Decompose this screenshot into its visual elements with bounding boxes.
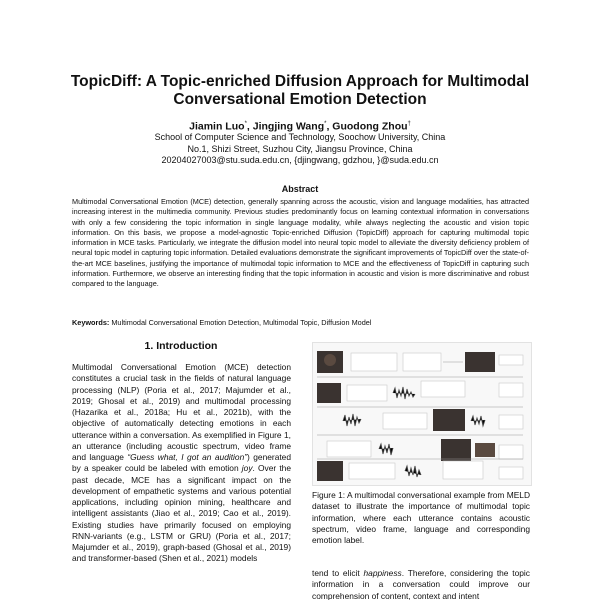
right-part-1: tend to elicit — [312, 568, 364, 578]
affiliation-line-1: School of Computer Science and Technology, Soochow University, China — [154, 132, 446, 142]
title-line-1: TopicDiff: A Topic-enriched Diffusion Approach for Multimodal — [70, 73, 530, 90]
title-line-2: Conversational Emotion Detection — [173, 91, 427, 108]
abstract-text: Multimodal Conversational Emotion (MCE) detection, generally spanning across the acoustic, vision and language modalities, has attracted increasing interest in the multimedia community. Previous studies predominantly focus on learning contextual information in conversations with only a few considering the topic information in single language modality, while always neglecting the acoustic and vision topic information. On this basis, we propose a model-agnostic Topic-enriched Diffusion (TopicDiff) approach for capturing multimodal topic information in MCE tasks. Particularly, we integrate the diffusion model into neural topic model to alleviate the diversity deficiency problem of neural topic model in capturing topic information. Detailed evaluations demonstrate the significant improvements of TopicDiff over the state-of-the-art MCE baselines, justifying the importance of multimodal topic information to MCE and the effectiveness of TopicDiff in capturing such information. Furthermore, we observe an interesting finding that the topic information in acoustic and vision is more discriminative and robust compared to the language. — [72, 197, 529, 289]
affiliation-emails: 20204027003@stu.suda.edu.cn, {djingwang, gdzhou, }@suda.edu.cn — [161, 155, 439, 165]
right-emphasis: happiness — [363, 568, 402, 578]
section-heading-introduction: 1. Introduction — [144, 340, 218, 352]
right-column-text — [312, 568, 530, 600]
intro-part-2: ) generated by a speaker could be labeled with emotion — [72, 452, 291, 474]
intro-emotion: joy — [241, 463, 253, 474]
right-part-2: . Therefore, considering the topic information in a conversation could improve our comprehension of content, context and intent — [312, 568, 530, 600]
author-3-mark: † — [407, 121, 411, 127]
intro-part-3: . Over the past decade, MCE has a significant impact on the development of empathetic systems and various potential applications, including opinion mining, healthcare and intelligent assistants (Jiao et al., 2019; Cao et al., 2019). Existing studies have primarily focused on employing RNN-variants (e.g., LSTM or GRU) (Poria et al., 2017; Majumder et al., 2019), graph-based (Ghosal et al., 2019) and transformer-based (Shen et al., 2021) models — [72, 463, 291, 564]
author-1-mark: * — [244, 121, 247, 127]
affiliation-line-2: No.1, Shizi Street, Suzhou City, Jiangsu Province, China — [187, 143, 413, 154]
intro-quote: “Guess what, I got an audition” — [127, 452, 248, 462]
introduction-text — [72, 362, 291, 600]
keywords-label: Keywords: — [72, 318, 110, 327]
keywords-text: Multimodal Conversational Emotion Detection, Multimodal Topic, Diffusion Model — [111, 318, 372, 327]
author-3: Guodong Zhou — [332, 120, 408, 133]
figure-1-illustration — [312, 342, 532, 486]
author-list: Jiamin Luo*, Jingjing Wang*, Guodong Zhou† — [189, 120, 411, 133]
author-2-mark: * — [324, 121, 327, 127]
author-2: Jingjing Wang — [252, 120, 325, 133]
figure-1-caption: Figure 1: A multimodal conversational example from MELD dataset to illustrate the importance of multimodal topic information, where each utterance contains acoustic spectrum, video frame, language and corresponding emotion label. — [312, 490, 530, 546]
author-1: Jiamin Luo — [189, 120, 245, 133]
affiliation — [60, 132, 540, 167]
intro-part-1: Multimodal Conversational Emotion (MCE) detection constitutes a crucial task in the fields of natural language processing (NLP) (Poria et al., 2017; Majumder et al., 2019; Ghosal et al., 2019) and multimodal processing (Hazarika et al., 2018a; Hu et al., 2021b), with the objective of automatically detecting emotions in each utterance within a conversation. As exemplified in Figure 1, an utterance (including acoustic spectrum, video frame and language — [72, 362, 291, 462]
keywords — [72, 318, 529, 328]
figure-1-svg — [313, 343, 531, 485]
paper-title — [60, 73, 540, 109]
abstract-heading: Abstract — [281, 184, 319, 194]
